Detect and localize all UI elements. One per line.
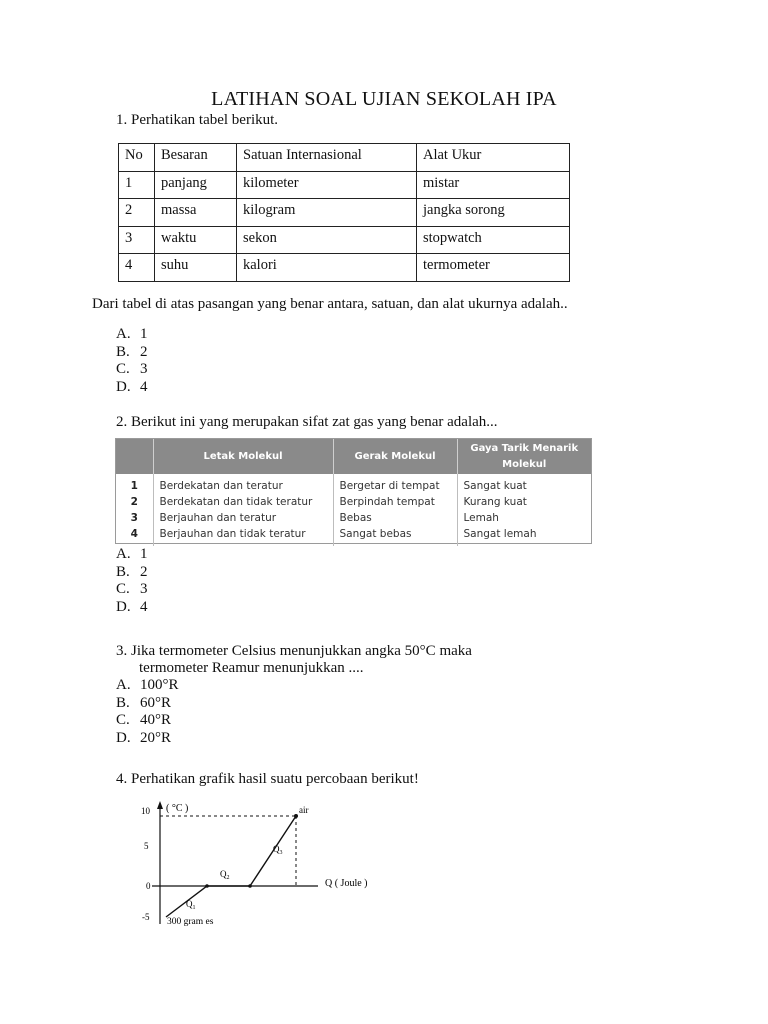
question-3-prompt-line2: termometer Reamur menunjukkan .... (139, 660, 364, 676)
option-b[interactable]: B. 60°R (116, 694, 172, 711)
table-cell: Berpindah tempat (333, 494, 457, 510)
question-4-prompt: 4. Perhatikan grafik hasil suatu percobaan berikut! (116, 771, 419, 787)
table-cell: 4 (119, 254, 155, 282)
table-cell: stopwatch (417, 226, 570, 254)
question-3-options (116, 677, 179, 747)
table-cell: kilogram (237, 199, 417, 227)
curve-point (248, 884, 252, 888)
table-row (119, 254, 570, 282)
curve-point (205, 884, 209, 888)
table-cell: termometer (417, 254, 570, 282)
segment-label-q3: $Q_3$ (273, 844, 283, 856)
table-cell: sekon (237, 226, 417, 254)
table-row (116, 494, 591, 510)
question-1-table (118, 143, 570, 282)
table-cell: Lemah (463, 512, 499, 524)
table-header-cell (116, 439, 153, 474)
table-cell: 2 (116, 494, 153, 510)
table-cell: panjang (155, 171, 237, 199)
option-c[interactable]: C. 3 (116, 581, 148, 597)
option-d[interactable]: D. 20°R (116, 729, 172, 746)
table-cell: Berdekatan dan tidak teratur (153, 494, 333, 510)
question-2-options (116, 546, 148, 616)
table-row (119, 171, 570, 199)
table-row (119, 226, 570, 254)
option-d[interactable]: D. 4 (116, 598, 148, 615)
table-header-row (116, 439, 591, 474)
option-d[interactable]: D. 4 (116, 378, 148, 395)
question-1-options (116, 326, 148, 396)
table-cell: kalori (237, 254, 417, 282)
table-cell: 4 (116, 526, 153, 546)
question-1-text: Dari tabel di atas pasangan yang benar antara, satuan, dan alat ukurnya adalah.. (92, 296, 568, 312)
table-row (119, 199, 570, 227)
option-a[interactable]: A. 100°R (116, 677, 179, 693)
table-header-row (119, 144, 570, 172)
table-cell: Sangat kuat (463, 480, 527, 492)
table-cell: Bebas (333, 510, 457, 526)
start-point-label: 300 gram es (167, 917, 214, 927)
table-cell: Berdekatan dan teratur (153, 474, 333, 494)
table-cell: Kurang kuat (463, 496, 527, 508)
table-row (116, 510, 591, 526)
table-cell: Sangat lemah (463, 528, 537, 540)
table-header-cell: No (119, 144, 155, 172)
question-3-prompt-line1: 3. Jika termometer Celsius menunjukkan angka 50°C maka (116, 643, 472, 659)
segment-label-q2: $Q_2$ (220, 869, 230, 881)
table-header-cell: Besaran (155, 144, 237, 172)
table-cell: Sangat bebas (333, 526, 457, 546)
table-header-cell: Alat Ukur (417, 144, 570, 172)
table-cell: 1 (116, 474, 153, 494)
table-row (116, 474, 591, 494)
table-cell: Berjauhan dan tidak teratur (153, 526, 333, 546)
option-a[interactable]: A. 1 (116, 326, 148, 342)
table-cell: massa (155, 199, 237, 227)
y-tick-label: 10 (141, 806, 150, 816)
curve-point (294, 814, 298, 818)
table-cell: jangka sorong (417, 199, 570, 227)
option-c[interactable]: C. 3 (116, 361, 148, 377)
table-cell: mistar (417, 171, 570, 199)
table-cell: 3 (116, 510, 153, 526)
table-cell: waktu (155, 226, 237, 254)
table-header-cell: Gerak Molekul (333, 439, 457, 474)
option-a[interactable]: A. 1 (116, 546, 148, 562)
table-row (116, 526, 591, 546)
heating-graph (130, 800, 390, 930)
y-axis-label: ( °C ) (166, 803, 189, 814)
table-cell: kilometer (237, 171, 417, 199)
segment-label-q1: $Q_1$ (186, 899, 196, 911)
option-c[interactable]: C. 40°R (116, 712, 172, 728)
x-axis-label: Q ( Joule ) (325, 878, 368, 889)
y-tick-label: 5 (144, 841, 149, 851)
option-b[interactable]: B. 2 (116, 343, 148, 360)
table-cell: suhu (155, 254, 237, 282)
option-b[interactable]: B. 2 (116, 563, 148, 580)
table-cell: Berjauhan dan teratur (153, 510, 333, 526)
table-cell: 1 (119, 171, 155, 199)
table-header-cell: Letak Molekul (153, 439, 333, 474)
question-1-prompt: 1. Perhatikan tabel berikut. (116, 112, 279, 128)
question-2-prompt: 2. Berikut ini yang merupakan sifat zat gas yang benar adalah... (116, 414, 498, 430)
table-cell: 2 (119, 199, 155, 227)
y-tick-label: 0 (146, 881, 151, 891)
question-2-table (115, 438, 592, 544)
table-header-cell: Satuan Internasional (237, 144, 417, 172)
table-header-cell: Gaya Tarik Menarik Molekul (457, 439, 591, 474)
y-axis-arrow-icon (157, 801, 163, 809)
end-point-label: air (299, 805, 309, 815)
page-title: LATIHAN SOAL UJIAN SEKOLAH IPA (211, 88, 557, 110)
table-cell: Bergetar di tempat (333, 474, 457, 494)
y-tick-label: -5 (142, 912, 150, 922)
table-cell: 3 (119, 226, 155, 254)
